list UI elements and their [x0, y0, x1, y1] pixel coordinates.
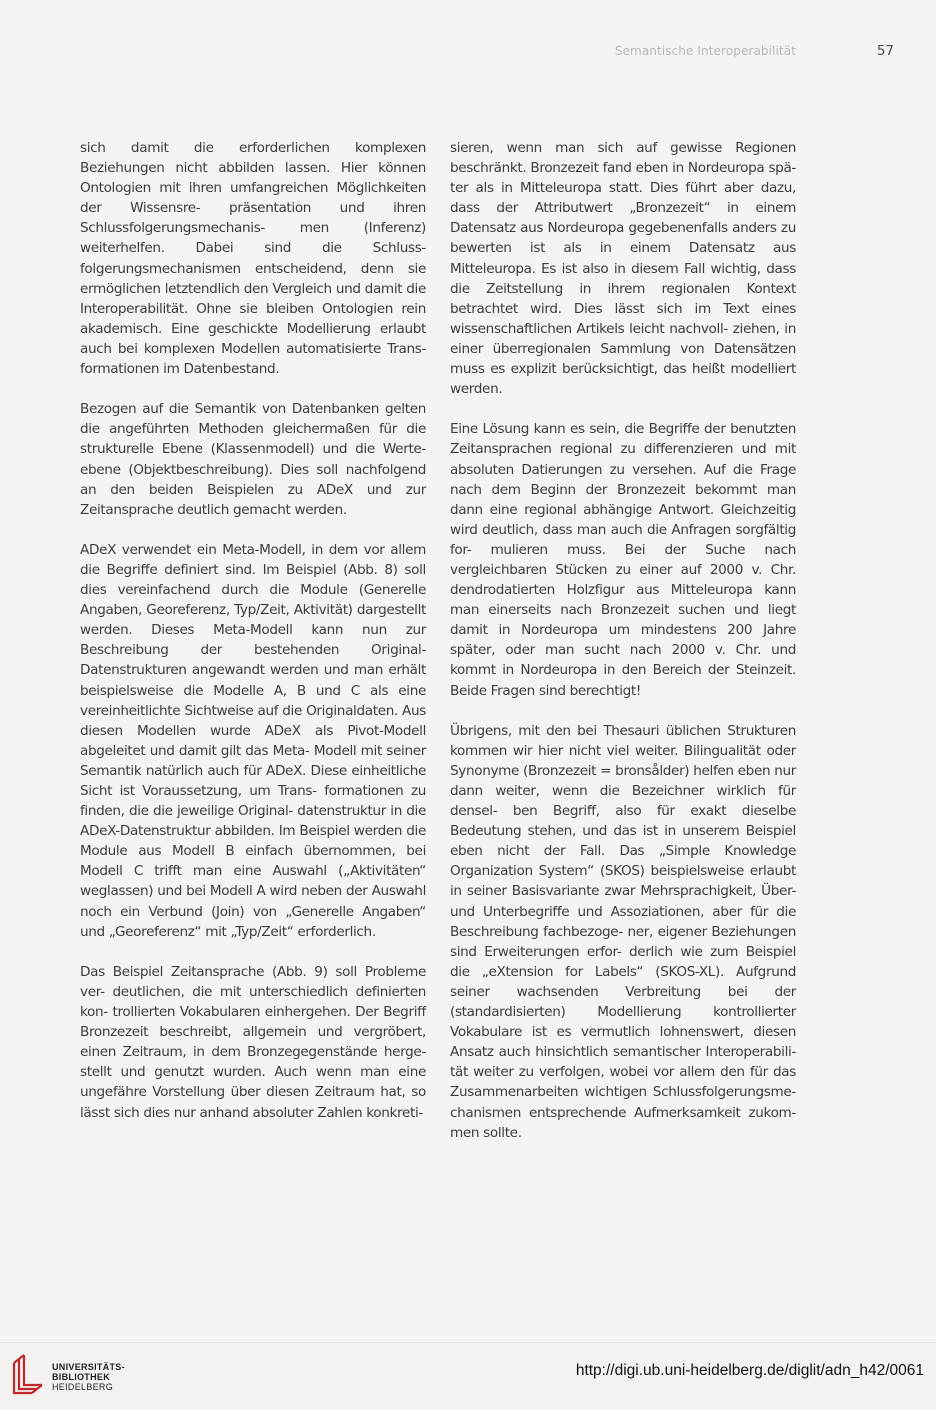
library-line: BIBLIOTHEK — [52, 1372, 110, 1382]
paragraph: Eine Lösung kann es sein, die Begriffe der benutzten Zeitansprachen regional zu differenzieren und mit absoluten Datierungen zu versehen. Auf die Frage nach dem Beginn der Bronzezeit bekommt man dann eine regional abhängige Antwort. Gleichzeitig wird deutlich, dass man auch die Anfragen sorgfältig for- mulieren muss. Bei der Suche nach vergleichbaren Stücken zu einer auf 2000 v. Chr. dendrodatierten Holzfigur aus Mitteleuropa kann man einerseits nach Bronzezeit suchen und liegt damit in Nordeuropa um mindestens 200 Jahre später, oder man sucht nach 2000 v. Chr. und kommt in Nordeuropa in den Bereich der Steinzeit. Beide Fragen sind berechtigt! — [450, 421, 796, 699]
library-name[interactable] — [52, 1362, 125, 1392]
paragraph: sieren, wenn man sich auf gewisse Regionen beschränkt. Bronzezeit fand eben in Nordeuropa spä- ter als in Mitteleuropa statt. Dies führt aber dazu, dass der Attributwert „Bronzezeit“ in einem Datensatz aus Nordeuropa gegebenenfalls anders zu bewerten ist als in einem Datensatz aus Mitteleuropa. Es ist also in diesem Fall wichtig, dass die Zeitstellung in ihrem regionalen Kontext betrachtet wird. Dies lässt sich im Text eines wissenschaftlichen Artikels leicht nachvoll- ziehen, in einer überregionalen Sammlung von Datensätzen muss es explizit berücksichtigt, das heißt modelliert werden. — [450, 140, 796, 398]
page-number: 57 — [876, 43, 894, 59]
permalink-url[interactable]: http://digi.ub.uni-heidelberg.de/diglit/adn_h42/0061 — [575, 1362, 924, 1379]
paragraph: Bezogen auf die Semantik von Datenbanken gelten die angeführten Methoden gleichermaßen für die strukturelle Ebene (Klassenmodell) und die Werte- ebene (Objektbeschreibung). Dies soll nachfolgend an den beiden Beispielen zu ADeX und zur Zeitansprache deutlich gemacht werden. — [80, 401, 426, 518]
running-title: Semantische Interoperabilität — [614, 44, 796, 58]
paragraph: Das Beispiel Zeitansprache (Abb. 9) soll Probleme ver- deutlichen, die mit unterschiedlich definierten kon- trollierten Vokabularen einhergehen. Der Begriff Bronzezeit beschreibt, allgemein und vergröbert, einen Zeitraum, in dem Bronzegegenstände herge- stellt und genutzt wurden. Auch wenn man eine ungefähre Vorstellung über diesen Zeitraum hat, so lässt sich dies nur anhand absoluter Zahlen konkreti- — [80, 963, 426, 1121]
right-column — [450, 138, 796, 1163]
left-column — [80, 138, 426, 1143]
paragraph: Übrigens, mit den bei Thesauri üblichen Strukturen kommen wir hier nicht viel weiter. Bilingualität oder Synonyme (Bronzezeit = bronsålder) helfen eben nur dann weiter, wenn die Bezeichner wirklich für densel- ben Begriff, also für exakt dieselbe Bedeutung stehen, und das ist in unserem Beispiel eben nicht der Fall. Das „Simple Knowledge Organization System“ (SKOS) beispielsweise erlaubt in seiner Basisvariante zwar Mehrsprachigkeit, Über- und Unterbegriffe und Assoziationen, aber für die Beschreibung fachbezoge- ner, eigener Beziehungen sind Erweiterungen erfor- derlich wie zum Beispiel die „eXtension for Labels“ (SKOS-XL). Aufgrund seiner wachsenden Verbreitung bei der (standardisierten) Modellierung kontrollierter Vokabulare ist es vermutlich lohnenswert, diesen Ansatz auch hinsichtlich semantischer Interoperabili- tät weiter zu verfolgen, wobei vor allem den für das Zusammenarbeiten wichtigen Schlussfolgerungsme- chanismen entsprechende Aufmerksamkeit zukom- men sollte. — [450, 722, 796, 1141]
library-line: UNIVERSITÄTS- — [52, 1362, 125, 1372]
paragraph: sich damit die erforderlichen komplexen Beziehungen nicht abbilden lassen. Hier können Ontologien mit ihren umfangreichen Möglichkeiten der Wissensre- präsentation und ihren Schlussfolgerungsmechanis- men (Inferenz) weiterhelfen. Dabei sind die Schluss- folgerungsmechanismen entscheidend, denn sie ermöglichen letztendlich den Vergleich und damit die Interoperabilität. Ohne sie bleiben Ontologien rein akademisch. Eine geschickte Modellierung erlaubt auch bei komplexen Modellen automatisierte Trans- formationen im Datenbestand. — [80, 140, 426, 378]
paragraph: ADeX verwendet ein Meta-Modell, in dem vor allem die Begriffe definiert sind. Im Beispiel (Abb. 8) soll dies vereinfachend durch die Module (Generelle Angaben, Georeferenz, Typ/Zeit, Aktivität) dargestellt werden. Dieses Meta-Modell kann nun zur Beschreibung der bestehenden Original-Datenstrukturen angewandt werden und man erhält beispielsweise die Modelle A, B und C als eine vereinheitlichte Sichtweise auf die Originaldaten. Aus diesen Modellen wurde ADeX als Pivot-Modell abgeleitet und damit gilt das Meta- Modell mit seiner Semantik natürlich auch für ADeX. Diese einheitliche Sicht ist Voraussetzung, um Trans- formationen zu finden, die die jeweilige Original- datenstruktur in die ADeX-Datenstruktur abbilden. Im Beispiel werden die Module aus Modell B einfach übernommen, bei Modell C trifft man eine Auswahl („Aktivitäten“ weglassen) und bei Modell A wird neben der Auswahl noch ein Verbund (Join) von „Generelle Angaben“ und „Georeferenz“ mit „Typ/Zeit“ erforderlich. — [80, 541, 426, 940]
library-line: HEIDELBERG — [52, 1382, 114, 1392]
ub-heidelberg-logo-icon[interactable] — [10, 1353, 46, 1399]
viewer-footer — [0, 1342, 936, 1410]
